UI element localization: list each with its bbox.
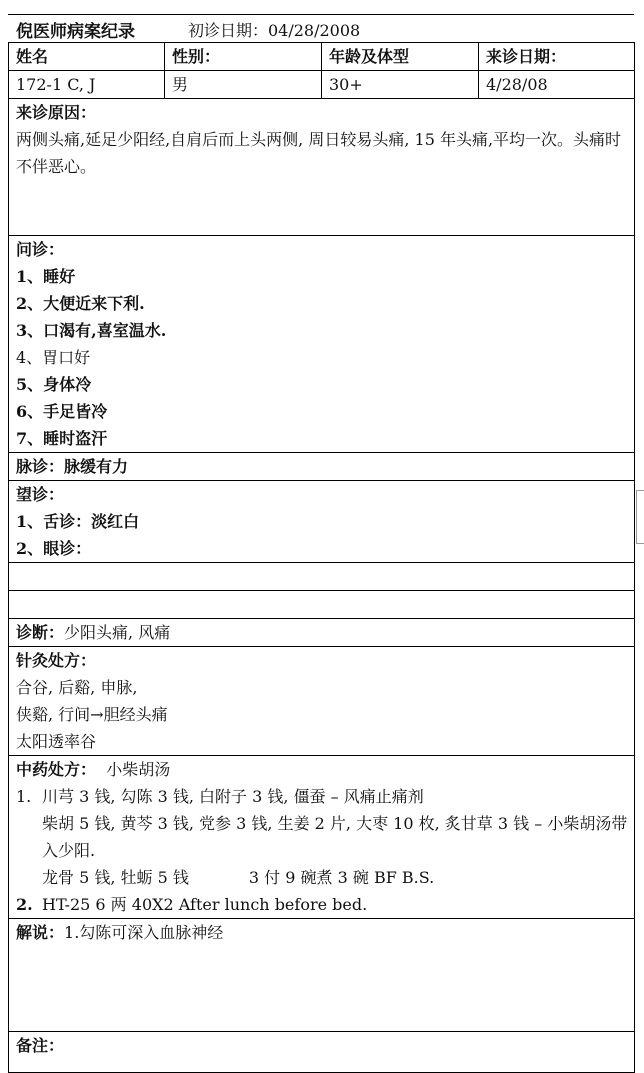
herbal-line: 龙骨 5 钱, 牡蛎 5 钱 [42,868,189,887]
inquiry-item: 5、身体冷 [16,375,92,394]
pulse-section [9,453,635,481]
acupuncture-label: 针灸处方： [16,651,97,670]
blank-row [9,591,635,619]
item-number: 1. [16,787,32,806]
explanation-label: 解说： [16,923,65,942]
explanation-section [9,919,635,1032]
acupuncture-line: 合谷, 后谿, 申脉, [16,678,138,697]
diagnosis-section [9,619,635,647]
page-edge-mark [636,490,644,544]
column-header-row [9,43,635,71]
observation-section [9,481,635,563]
herbal-line: 川芎 3 钱, 勾陈 3 钱, 白附子 3 钱, 僵蚕 – 风痛止痛剂 [42,787,424,806]
explanation-text: 1.勾陈可深入血脉神经 [64,923,224,942]
blank-row [9,563,635,591]
inquiry-item: 2、大便近来下利. [16,294,145,313]
col-age: 年龄及体型 [322,43,479,71]
acupuncture-line: 太阳透率谷 [16,732,97,751]
reason-label: 来诊原因： [16,103,97,122]
inquiry-item: 6、手足皆冷 [16,402,108,421]
pulse-text: 脉缓有力 [64,457,129,476]
col-sex: 性别： [165,43,322,71]
herbal-line: 柴胡 5 钱, 黄芩 3 钱, 党参 3 钱, 生姜 2 片, 大枣 10 枚, 炙甘草 3 钱 – 小柴胡汤带入少阳. [42,814,628,860]
record-header [8,14,634,43]
notes-section [9,1032,635,1073]
herbal-section [9,756,635,919]
diagnosis-label: 诊断： [16,623,65,642]
medical-record-form [8,42,635,1073]
inquiry-item: 1、睡好 [16,267,76,286]
inquiry-label: 问诊： [16,240,65,259]
record-title: 倪医师病案纪录 [16,21,135,42]
acupuncture-line: 侠谿, 行间→胆经头痛 [16,705,168,724]
patient-row [9,71,635,99]
herbal-label: 中药处方： [16,760,97,779]
reason-section [9,99,635,236]
first-visit-date: 初诊日期：04/28/2008 [188,20,361,40]
patient-visit-date: 4/28/08 [479,71,635,99]
pulse-label: 脉诊： [16,457,65,476]
tongue-observation: 1、舌诊：淡红白 [16,512,140,531]
reason-text: 两侧头痛,延足少阳经,自肩后而上头两侧, 周日较易头痛, 15 年头痛,平均一次。头痛时不伴恶心。 [16,130,622,176]
patient-sex: 男 [165,71,322,99]
diagnosis-text: 少阳头痛, 风痛 [64,623,171,642]
herbal-formula: 小柴胡汤 [106,760,171,779]
herbal-dosage: 3 付 9 碗煮 3 碗 BF B.S. [248,868,435,887]
inquiry-item: 4、胃口好 [16,348,91,367]
inquiry-section [9,236,635,453]
inquiry-item: 7、睡时盗汗 [16,429,108,448]
item-number: 2. [16,895,33,914]
acupuncture-section [9,647,635,756]
patient-age: 30+ [322,71,479,99]
col-visit-date: 来诊日期： [479,43,635,71]
eye-observation: 2、眼诊： [16,539,92,558]
col-name: 姓名 [9,43,165,71]
patient-name: 172-1 C, J [9,71,165,99]
observation-label: 望诊： [16,485,65,504]
notes-label: 备注： [16,1036,65,1055]
inquiry-item: 3、口渴有,喜室温水. [16,321,167,340]
herbal-line: HT-25 6 两 40X2 After lunch before bed. [42,895,368,914]
